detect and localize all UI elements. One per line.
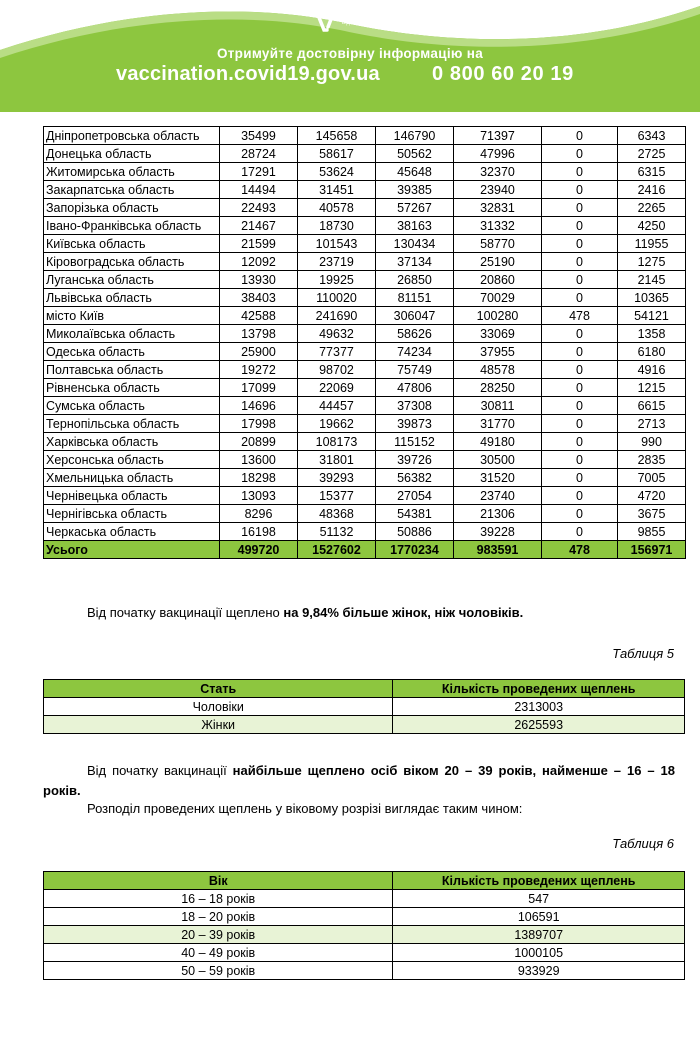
value-cell: 14494	[220, 181, 298, 199]
table-row	[44, 343, 686, 361]
value-cell: 0	[542, 433, 618, 451]
table-row	[44, 325, 686, 343]
value-cell: 58770	[454, 235, 542, 253]
label-cell: 18 – 20 років	[44, 908, 393, 926]
table-row	[44, 181, 686, 199]
table-row	[44, 908, 685, 926]
value-cell: 38403	[220, 289, 298, 307]
value-cell: 19272	[220, 361, 298, 379]
value-cell: 42588	[220, 307, 298, 325]
value-cell: 18298	[220, 469, 298, 487]
value-cell: 0	[542, 271, 618, 289]
label-cell: 16 – 18 років	[44, 890, 393, 908]
region-name-cell: Рівненська область	[44, 379, 220, 397]
banner-url[interactable]: vaccination.covid19.gov.ua	[116, 63, 380, 85]
table-row	[44, 716, 685, 734]
value-cell: 49180	[454, 433, 542, 451]
value-cell: 49632	[298, 325, 376, 343]
age-paragraph-text: Від початку вакцинації	[87, 763, 233, 778]
value-cell: 37955	[454, 343, 542, 361]
value-cell: 3675	[618, 505, 686, 523]
value-cell: 0	[542, 469, 618, 487]
value-cell: 0	[542, 289, 618, 307]
value-cell: 4720	[618, 487, 686, 505]
value-cell: 39293	[298, 469, 376, 487]
table-row	[44, 127, 686, 145]
region-name-cell: місто Київ	[44, 307, 220, 325]
value-cell: 8296	[220, 505, 298, 523]
logo-text-line2: від COVID-19	[342, 20, 380, 26]
table-row	[44, 163, 686, 181]
region-name-cell: Запорізька область	[44, 199, 220, 217]
table-row	[44, 289, 686, 307]
value-cell: 1215	[618, 379, 686, 397]
value-cell: 23740	[454, 487, 542, 505]
banner-subtitle: Отримуйте достовірну інформацію на	[216, 46, 484, 61]
value-cell: 1358	[618, 325, 686, 343]
value-cell: 0	[542, 343, 618, 361]
value-cell: 30500	[454, 451, 542, 469]
value-cell: 0	[542, 415, 618, 433]
value-cell: 241690	[298, 307, 376, 325]
value-cell: 37134	[376, 253, 454, 271]
region-name-cell: Полтавська область	[44, 361, 220, 379]
logo-text-line1: Вакцинація	[342, 13, 374, 19]
value-cell: 47996	[454, 145, 542, 163]
table-row	[44, 379, 686, 397]
total-value-cell: 983591	[454, 541, 542, 559]
region-name-cell: Сумська область	[44, 397, 220, 415]
region-name-cell: Київська область	[44, 235, 220, 253]
value-cell: 108173	[298, 433, 376, 451]
value-cell: 44457	[298, 397, 376, 415]
value-cell: 4250	[618, 217, 686, 235]
value-cell: 25900	[220, 343, 298, 361]
value-cell: 25190	[454, 253, 542, 271]
table-row	[44, 944, 685, 962]
value-cell: 13600	[220, 451, 298, 469]
value-cell: 31332	[454, 217, 542, 235]
value-cell: 2835	[618, 451, 686, 469]
value-cell: 19925	[298, 271, 376, 289]
value-cell: 39873	[376, 415, 454, 433]
region-name-cell: Луганська область	[44, 271, 220, 289]
region-name-cell: Чернівецька область	[44, 487, 220, 505]
value-cell: 30811	[454, 397, 542, 415]
table-row	[44, 253, 686, 271]
count-cell: 933929	[393, 962, 685, 980]
region-name-cell: Тернопільська область	[44, 415, 220, 433]
value-cell: 0	[542, 487, 618, 505]
count-cell: 2625593	[393, 716, 685, 734]
label-cell: 40 – 49 років	[44, 944, 393, 962]
value-cell: 27054	[376, 487, 454, 505]
region-name-cell: Харківська область	[44, 433, 220, 451]
distribution-paragraph: Розподіл проведених щеплень у віковому розрізі виглядає таким чином:	[87, 801, 523, 816]
value-cell: 306047	[376, 307, 454, 325]
table-row	[44, 235, 686, 253]
total-value-cell: 156971	[618, 541, 686, 559]
region-name-cell: Донецька область	[44, 145, 220, 163]
value-cell: 21599	[220, 235, 298, 253]
value-cell: 0	[542, 217, 618, 235]
value-cell: 6343	[618, 127, 686, 145]
value-cell: 50562	[376, 145, 454, 163]
value-cell: 23719	[298, 253, 376, 271]
table-row	[44, 469, 686, 487]
table-row	[44, 307, 686, 325]
value-cell: 15377	[298, 487, 376, 505]
label-cell: Чоловіки	[44, 698, 393, 716]
value-cell: 21467	[220, 217, 298, 235]
value-cell: 2725	[618, 145, 686, 163]
value-cell: 6180	[618, 343, 686, 361]
value-cell: 17291	[220, 163, 298, 181]
value-cell: 20860	[454, 271, 542, 289]
age-table	[43, 871, 685, 980]
total-value-cell: 1770234	[376, 541, 454, 559]
value-cell: 2713	[618, 415, 686, 433]
region-name-cell: Івано-Франківська область	[44, 217, 220, 235]
value-cell: 77377	[298, 343, 376, 361]
value-cell: 13798	[220, 325, 298, 343]
value-cell: 2265	[618, 199, 686, 217]
total-row	[44, 541, 686, 559]
total-label-cell: Усього	[44, 541, 220, 559]
value-cell: 74234	[376, 343, 454, 361]
region-name-cell: Одеська область	[44, 343, 220, 361]
table-row	[44, 698, 685, 716]
value-cell: 28250	[454, 379, 542, 397]
value-cell: 32370	[454, 163, 542, 181]
value-cell: 50886	[376, 523, 454, 541]
value-cell: 0	[542, 163, 618, 181]
value-cell: 31770	[454, 415, 542, 433]
region-name-cell: Миколаївська область	[44, 325, 220, 343]
logo-v-icon	[313, 6, 339, 34]
region-name-cell: Львівська область	[44, 289, 220, 307]
value-cell: 58617	[298, 145, 376, 163]
value-cell: 17998	[220, 415, 298, 433]
count-cell: 2313003	[393, 698, 685, 716]
table6-header-age: Вік	[44, 872, 393, 890]
value-cell: 38163	[376, 217, 454, 235]
value-cell: 7005	[618, 469, 686, 487]
label-cell: 50 – 59 років	[44, 962, 393, 980]
table-row	[44, 145, 686, 163]
count-cell: 547	[393, 890, 685, 908]
value-cell: 10365	[618, 289, 686, 307]
value-cell: 2145	[618, 271, 686, 289]
banner-phone[interactable]: 0 800 60 20 19	[432, 63, 574, 85]
value-cell: 31520	[454, 469, 542, 487]
table6-caption: Таблиця 6	[612, 836, 674, 851]
table-row	[44, 962, 685, 980]
table6-header-count: Кількість проведених щеплень	[393, 872, 685, 890]
value-cell: 0	[542, 523, 618, 541]
value-cell: 26850	[376, 271, 454, 289]
table-row	[44, 415, 686, 433]
value-cell: 39228	[454, 523, 542, 541]
value-cell: 9855	[618, 523, 686, 541]
value-cell: 0	[542, 451, 618, 469]
value-cell: 54121	[618, 307, 686, 325]
value-cell: 0	[542, 181, 618, 199]
value-cell: 56382	[376, 469, 454, 487]
value-cell: 0	[542, 145, 618, 163]
region-name-cell: Чернігівська область	[44, 505, 220, 523]
value-cell: 45648	[376, 163, 454, 181]
value-cell: 1275	[618, 253, 686, 271]
table-row	[44, 217, 686, 235]
value-cell: 13930	[220, 271, 298, 289]
table-row	[44, 890, 685, 908]
table-row	[44, 926, 685, 944]
value-cell: 48368	[298, 505, 376, 523]
value-cell: 11955	[618, 235, 686, 253]
value-cell: 37308	[376, 397, 454, 415]
count-cell: 106591	[393, 908, 685, 926]
value-cell: 0	[542, 235, 618, 253]
gender-paragraph-bold: на 9,84% більше жінок, ніж чоловіків.	[283, 605, 524, 620]
count-cell: 1389707	[393, 926, 685, 944]
value-cell: 70029	[454, 289, 542, 307]
vaccination-logo	[313, 6, 379, 34]
value-cell: 16198	[220, 523, 298, 541]
value-cell: 31801	[298, 451, 376, 469]
value-cell: 22493	[220, 199, 298, 217]
value-cell: 81151	[376, 289, 454, 307]
age-paragraph-bold: найбільше щеплено осіб віком 20 – 39 років, найменше – 16 – 18 років.	[43, 763, 675, 798]
gender-paragraph-text: Від початку вакцинації щеплено	[87, 605, 284, 620]
table5-header-count: Кількість проведених щеплень	[393, 680, 685, 698]
value-cell: 13093	[220, 487, 298, 505]
value-cell: 23940	[454, 181, 542, 199]
region-name-cell: Хмельницька область	[44, 469, 220, 487]
value-cell: 0	[542, 325, 618, 343]
value-cell: 54381	[376, 505, 454, 523]
value-cell: 18730	[298, 217, 376, 235]
value-cell: 31451	[298, 181, 376, 199]
value-cell: 2416	[618, 181, 686, 199]
table-row	[44, 397, 686, 415]
value-cell: 0	[542, 199, 618, 217]
table-row	[44, 451, 686, 469]
region-name-cell: Херсонська область	[44, 451, 220, 469]
table5-header-gender: Стать	[44, 680, 393, 698]
age-paragraph	[43, 761, 675, 801]
count-cell: 1000105	[393, 944, 685, 962]
value-cell: 35499	[220, 127, 298, 145]
value-cell: 110020	[298, 289, 376, 307]
table-row	[44, 271, 686, 289]
value-cell: 19662	[298, 415, 376, 433]
gender-paragraph	[87, 603, 687, 623]
value-cell: 100280	[454, 307, 542, 325]
table-row	[44, 505, 686, 523]
value-cell: 6315	[618, 163, 686, 181]
header-banner	[0, 0, 700, 112]
total-value-cell: 478	[542, 541, 618, 559]
region-name-cell: Закарпатська область	[44, 181, 220, 199]
gender-table	[43, 679, 685, 734]
value-cell: 71397	[454, 127, 542, 145]
value-cell: 48578	[454, 361, 542, 379]
regions-table	[43, 126, 686, 559]
value-cell: 146790	[376, 127, 454, 145]
value-cell: 14696	[220, 397, 298, 415]
value-cell: 478	[542, 307, 618, 325]
value-cell: 990	[618, 433, 686, 451]
value-cell: 47806	[376, 379, 454, 397]
value-cell: 39385	[376, 181, 454, 199]
value-cell: 57267	[376, 199, 454, 217]
label-cell: 20 – 39 років	[44, 926, 393, 944]
value-cell: 101543	[298, 235, 376, 253]
value-cell: 12092	[220, 253, 298, 271]
value-cell: 0	[542, 253, 618, 271]
value-cell: 98702	[298, 361, 376, 379]
table-row	[44, 361, 686, 379]
logo-text	[342, 13, 379, 27]
table-row	[44, 523, 686, 541]
region-name-cell: Черкаська область	[44, 523, 220, 541]
value-cell: 39726	[376, 451, 454, 469]
value-cell: 53624	[298, 163, 376, 181]
table-row	[44, 487, 686, 505]
region-name-cell: Дніпропетровська область	[44, 127, 220, 145]
value-cell: 0	[542, 379, 618, 397]
value-cell: 130434	[376, 235, 454, 253]
table5-caption: Таблиця 5	[612, 646, 674, 661]
value-cell: 21306	[454, 505, 542, 523]
region-name-cell: Житомирська область	[44, 163, 220, 181]
value-cell: 22069	[298, 379, 376, 397]
table-row	[44, 199, 686, 217]
value-cell: 0	[542, 127, 618, 145]
label-cell: Жінки	[44, 716, 393, 734]
region-name-cell: Кіровоградська область	[44, 253, 220, 271]
value-cell: 58626	[376, 325, 454, 343]
value-cell: 4916	[618, 361, 686, 379]
value-cell: 20899	[220, 433, 298, 451]
value-cell: 75749	[376, 361, 454, 379]
value-cell: 0	[542, 505, 618, 523]
table-row	[44, 433, 686, 451]
value-cell: 32831	[454, 199, 542, 217]
value-cell: 40578	[298, 199, 376, 217]
value-cell: 51132	[298, 523, 376, 541]
total-value-cell: 1527602	[298, 541, 376, 559]
value-cell: 33069	[454, 325, 542, 343]
value-cell: 0	[542, 361, 618, 379]
value-cell: 145658	[298, 127, 376, 145]
value-cell: 28724	[220, 145, 298, 163]
total-value-cell: 499720	[220, 541, 298, 559]
value-cell: 115152	[376, 433, 454, 451]
value-cell: 0	[542, 397, 618, 415]
value-cell: 6615	[618, 397, 686, 415]
value-cell: 17099	[220, 379, 298, 397]
